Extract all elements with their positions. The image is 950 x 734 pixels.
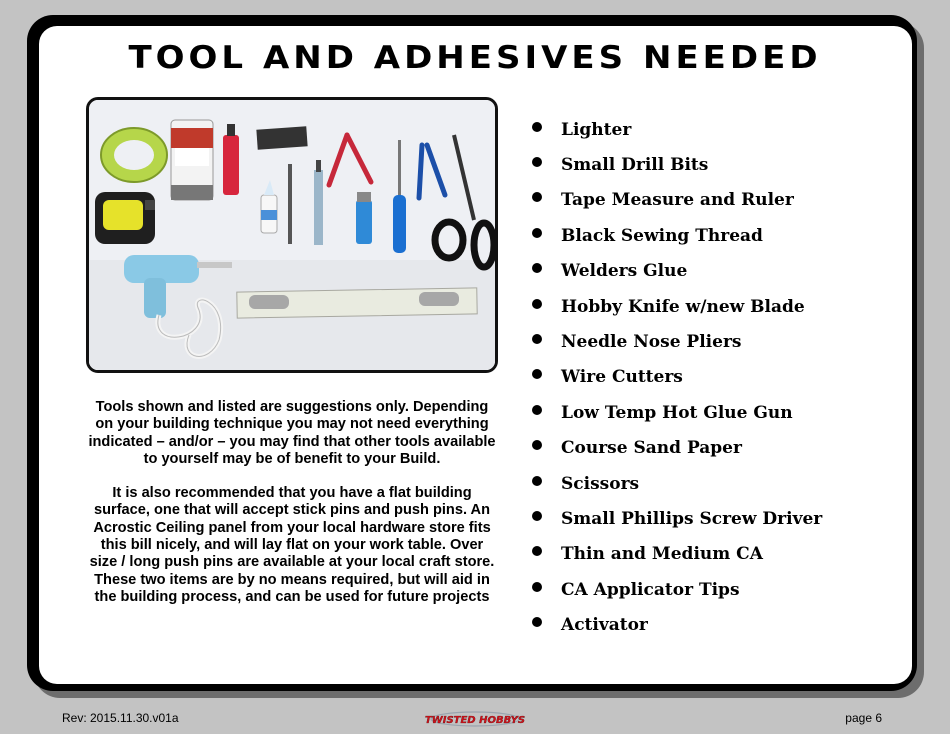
bullet-icon xyxy=(532,440,542,450)
tool-label: Thin and Medium CA xyxy=(561,544,763,565)
list-item xyxy=(529,572,822,607)
list-item xyxy=(529,537,822,572)
bullet-icon xyxy=(532,511,542,521)
list-item xyxy=(529,360,822,395)
tool-label: Low Temp Hot Glue Gun xyxy=(561,402,793,423)
list-item xyxy=(529,324,822,359)
bullet-icon xyxy=(532,617,542,627)
tool-label: Needle Nose Pliers xyxy=(561,332,742,353)
ruler-icon xyxy=(237,288,477,318)
list-item xyxy=(529,183,822,218)
tool-label: Small Drill Bits xyxy=(561,155,709,176)
list-item xyxy=(529,395,822,430)
tool-label: Black Sewing Thread xyxy=(561,225,763,246)
list-item xyxy=(529,431,822,466)
bullet-icon xyxy=(532,228,542,238)
tool-label: Tape Measure and Ruler xyxy=(561,190,794,211)
tool-label: Welders Glue xyxy=(561,261,688,282)
bullet-icon xyxy=(532,405,542,415)
bullet-icon xyxy=(532,334,542,344)
list-item xyxy=(529,147,822,182)
list-item xyxy=(529,289,822,324)
spray-can-icon xyxy=(171,120,213,200)
note-paragraph: It is also recommended that you have a flat building surface, one that will accept stick pins and push pins. An Acrostic Ceiling panel from your local hardware store fits this bill nicely, and will lay flat on your work table. Over size / long push pins are available at your local craft store. These two items are by no means required, but will aid in the building process, and can be used for future projects xyxy=(89,485,495,605)
tape-roll-icon xyxy=(101,128,167,182)
bullet-icon xyxy=(532,157,542,167)
bullet-icon xyxy=(532,263,542,273)
tool-label: Hobby Knife w/new Blade xyxy=(561,296,805,317)
note-paragraph: Tools shown and listed are suggestions only. Depending on your building technique you may not need everything indicated – and/or – you may find that other tools available to yourself may be of benefit to your Build. xyxy=(88,399,496,467)
svg-text:TWISTED HOBBYS: TWISTED HOBBYS xyxy=(424,715,526,726)
instructions-note xyxy=(88,399,496,606)
list-item xyxy=(529,218,822,253)
list-item xyxy=(529,254,822,289)
page-number: page 6 xyxy=(845,711,882,725)
bullet-icon xyxy=(532,546,542,556)
revision-label: Rev: 2015.11.30.v01a xyxy=(62,711,179,725)
page-title: TOOL AND ADHESIVES NEEDED xyxy=(128,39,822,77)
list-item xyxy=(529,501,822,536)
tool-label: Small Phillips Screw Driver xyxy=(561,508,823,529)
hobby-knife-icon xyxy=(314,160,323,245)
tool-label: Scissors xyxy=(561,473,640,494)
bullet-icon xyxy=(532,476,542,486)
bullet-icon xyxy=(532,192,542,202)
tape-measure-icon xyxy=(95,192,155,244)
bullet-icon xyxy=(532,582,542,592)
bullet-icon xyxy=(532,299,542,309)
tool-label: Course Sand Paper xyxy=(561,438,742,459)
tool-list xyxy=(529,112,822,643)
tool-label: CA Applicator Tips xyxy=(561,579,740,600)
list-item xyxy=(529,466,822,501)
tool-label: Activator xyxy=(561,615,648,636)
tool-label: Lighter xyxy=(561,119,632,140)
list-item xyxy=(529,112,822,147)
sandpaper-icon xyxy=(256,126,307,149)
bullet-icon xyxy=(532,369,542,379)
twisted-hobbys-logo xyxy=(422,706,528,730)
hobby-knife-icon xyxy=(288,164,292,244)
bullet-icon xyxy=(532,122,542,132)
tool-label: Wire Cutters xyxy=(561,367,683,388)
tools-photo xyxy=(86,97,498,373)
list-item xyxy=(529,607,822,642)
lighter-icon xyxy=(356,192,372,244)
